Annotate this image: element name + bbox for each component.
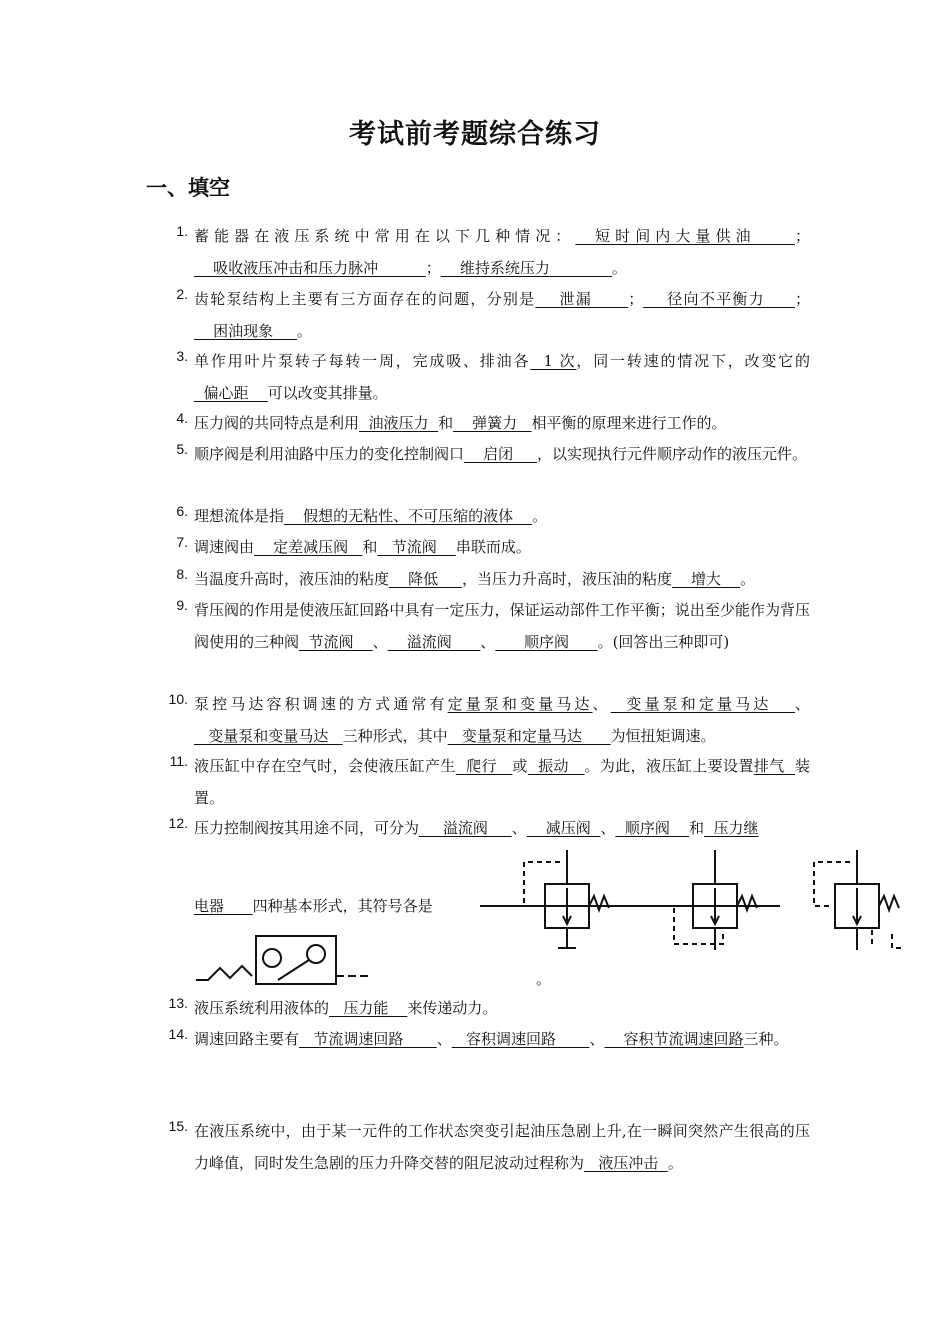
answer-blank: 液压冲击 — [584, 1153, 668, 1172]
question-item — [150, 1024, 810, 1056]
question-number: 11. — [169, 753, 188, 769]
question-text-segment: 齿轮泵结构上主要有三方面存在的问题，分别是 — [194, 290, 536, 308]
answer-blank: 泄漏 — [535, 290, 629, 308]
question-item — [150, 221, 810, 284]
question-text-segment: 和 — [688, 819, 704, 837]
question-text-segment: 、 — [511, 819, 527, 837]
answer-blank: 短时间内大量供油 — [575, 227, 795, 245]
question-text-segment: 和 — [438, 414, 454, 432]
question-text-segment: 当温度升高时，液压油的粘度 — [194, 570, 390, 588]
answer-blank: 溢流阀 — [387, 632, 481, 651]
question-text-segment: 。为此，液压缸上要设置 — [584, 757, 754, 775]
question-text — [194, 501, 810, 533]
question-text-segment: 和 — [362, 538, 378, 556]
question-text-segment: 背压阀的作用是使液压缸回路中具有一定压力，保证运动部件工作平衡；说出至少能作为背压阀使用的三种阀 — [194, 601, 810, 651]
question-text-segment: 顺序阀是利用油路中压力的变化控制阀口 — [194, 445, 465, 463]
question-text — [194, 993, 810, 1025]
question-number — [150, 964, 188, 966]
page-title: 考试前考题综合练习 — [349, 119, 601, 150]
question-number: 6. — [176, 503, 188, 519]
question-text-segment: ； — [795, 227, 811, 245]
question-item — [150, 1116, 810, 1179]
question-text-segment: 蓄能器在液压系统中常用在以下几种情况： — [194, 227, 576, 245]
question-item — [150, 284, 810, 347]
question-text-segment: 调速回路主要有 — [194, 1030, 300, 1048]
question-text-segment: 。 — [532, 507, 548, 525]
answer-blank: 变量泵和定量马达 — [610, 695, 795, 713]
answer-blank: 维持系统压力 — [440, 258, 612, 277]
question-text-segment: 四种基本形式，其符号各是 — [252, 897, 433, 915]
answer-blank: 电器 — [194, 897, 253, 915]
question-text-segment: 为恒扭矩调速。 — [610, 726, 716, 745]
answer-blank: 顺序阀 — [495, 632, 598, 651]
question-text-segment: 、 — [589, 1030, 605, 1048]
question-item — [150, 564, 810, 596]
question-text — [194, 813, 810, 845]
pressure-switch-symbol — [196, 932, 376, 987]
sequence-valve-symbol — [810, 848, 910, 958]
question-item — [150, 439, 810, 471]
question-item — [150, 751, 810, 814]
question-number: 9. — [176, 597, 188, 613]
question-text-segment: 三种形式，其中 — [342, 726, 448, 745]
answer-blank: 径向不平衡力 — [643, 290, 795, 308]
question-text-segment: ； — [628, 290, 644, 308]
question-text — [194, 408, 810, 440]
question-text-segment: 。 — [611, 258, 627, 277]
question-item — [150, 595, 810, 658]
question-item — [150, 689, 810, 752]
question-text-segment: 、 — [794, 695, 810, 713]
question-text-segment: 单作用叶片泵转子每转一周，完成吸、排油各 — [194, 352, 531, 370]
question-text — [194, 564, 810, 596]
question-text-segment: 、 — [600, 819, 616, 837]
question-text — [194, 532, 810, 564]
answer-blank: 变量泵和变量马达 — [194, 726, 343, 745]
question-number: 4. — [176, 410, 188, 426]
question-number: 10. — [168, 691, 188, 707]
answer-blank: 爬行 — [455, 757, 513, 775]
question-number: 3. — [176, 348, 188, 364]
question-text — [194, 689, 810, 752]
question-text-segment: ，同一转速的情况下，改变它的 — [576, 352, 810, 370]
answer-blank: 排气 — [753, 757, 795, 775]
question-text-segment: ，当压力升高时，液压油的粘度 — [461, 570, 672, 588]
question-number: 13. — [168, 995, 188, 1011]
connecting-line — [480, 896, 780, 916]
question-text-segment: 。 — [740, 570, 756, 588]
question-text-segment: 装置。 — [194, 757, 811, 807]
answer-blank: 弹簧力 — [453, 414, 532, 432]
question-text-segment: 相平衡的原理来进行工作的。 — [531, 414, 727, 432]
question-number: 12. — [168, 815, 188, 831]
question-text-segment: 理想流体是指 — [194, 507, 285, 525]
answer-blank: 压力继 — [703, 819, 759, 837]
question-item — [150, 993, 810, 1025]
answer-blank: 定量泵和变量马达 — [447, 695, 593, 713]
answer-blank: 启闭 — [464, 445, 537, 463]
question-text-segment: 液压缸中存在空气时，会使液压缸产生 — [194, 757, 456, 775]
question-number: 8. — [176, 566, 188, 582]
answer-blank: 容积调速回路 — [451, 1030, 590, 1048]
answer-blank: 吸收液压冲击和压力脉冲 — [194, 258, 426, 277]
question-text — [194, 284, 810, 347]
question-text-segment: ； — [425, 258, 441, 277]
answer-blank: 偏心距 — [194, 383, 268, 402]
answer-blank: 节流阀 — [377, 538, 456, 556]
question-text-segment: 。(回答出三种即可) — [597, 632, 730, 651]
answer-blank: 定差减压阀 — [254, 538, 363, 556]
question-text-segment: 。 — [667, 1153, 683, 1172]
question-text-segment: 压力阀的共同特点是利用 — [194, 414, 360, 432]
question-text-segment: 、 — [436, 1030, 452, 1048]
answer-blank: 容积节流调速回路 — [604, 1030, 744, 1048]
question-text-segment: 压力控制阀按其用途不同，可分为 — [194, 819, 420, 837]
question-text-segment: ； — [794, 290, 810, 308]
question-text-segment: 调速阀由 — [194, 538, 255, 556]
question-text-segment: 、 — [480, 632, 496, 651]
answer-blank: 节流调速回路 — [299, 1030, 437, 1048]
answer-blank: 压力能 — [329, 999, 408, 1017]
question-text — [194, 1024, 810, 1056]
question-text-segment: 泵控马达容积调速的方式通常有 — [194, 695, 448, 713]
question-text-segment: 来传递动力。 — [407, 999, 498, 1017]
question-number: 5. — [176, 441, 188, 457]
question-text-segment: 、 — [372, 632, 388, 651]
question-text-segment: 可以改变其排量。 — [267, 383, 388, 402]
answer-blank: 增大 — [671, 570, 741, 588]
question-text-segment: 。 — [536, 970, 552, 988]
question-text-segment: 在液压系统中，由于某一元件的工作状态突变引起油压急剧上升,在一瞬间突然产生很高的压力峰值，同时发生急剧的压力升降交替的阻尼波动过程称为 — [194, 1122, 810, 1172]
answer-blank: 1 次 — [530, 352, 577, 370]
answer-blank: 溢流阀 — [419, 819, 512, 837]
question-item — [150, 408, 810, 440]
question-text — [194, 346, 810, 409]
question-text-segment: 串联而成。 — [455, 538, 531, 556]
question-number: 7. — [176, 534, 188, 550]
question-text — [194, 751, 810, 814]
question-text — [194, 221, 810, 284]
section-heading: 一、填空 — [146, 176, 230, 200]
question-text — [194, 439, 810, 471]
question-text-segment: 、 — [592, 695, 611, 713]
question-number: 1. — [176, 223, 188, 239]
question-number: 15. — [168, 1118, 188, 1134]
answer-blank: 降低 — [389, 570, 462, 588]
question-item — [150, 501, 810, 533]
question-number: 14. — [168, 1026, 188, 1042]
answer-blank: 节流阀 — [299, 632, 373, 651]
answer-blank: 困油现象 — [194, 321, 297, 340]
question-item — [150, 813, 810, 845]
question-item — [150, 346, 810, 409]
answer-blank: 油液压力 — [359, 414, 439, 432]
answer-blank: 振动 — [527, 757, 585, 775]
question-text-segment: 液压系统利用液体的 — [194, 999, 330, 1017]
question-item — [150, 532, 810, 564]
question-text-segment: 三种。 — [743, 1030, 789, 1048]
question-text-segment: 。 — [296, 321, 312, 340]
question-text — [194, 1116, 810, 1179]
answer-blank: 假想的无粘性、不可压缩的液体 — [284, 507, 533, 525]
question-text — [194, 595, 810, 658]
question-text-segment: 或 — [512, 757, 528, 775]
question-number — [150, 891, 188, 893]
question-text — [536, 964, 810, 996]
answer-blank: 顺序阀 — [615, 819, 689, 837]
question-number: 2. — [176, 286, 188, 302]
answer-blank: 变量泵和定量马达 — [447, 726, 611, 745]
answer-blank: 减压阀 — [526, 819, 601, 837]
question-text-segment: ，以实现执行元件顺序动作的液压元件。 — [536, 445, 807, 463]
